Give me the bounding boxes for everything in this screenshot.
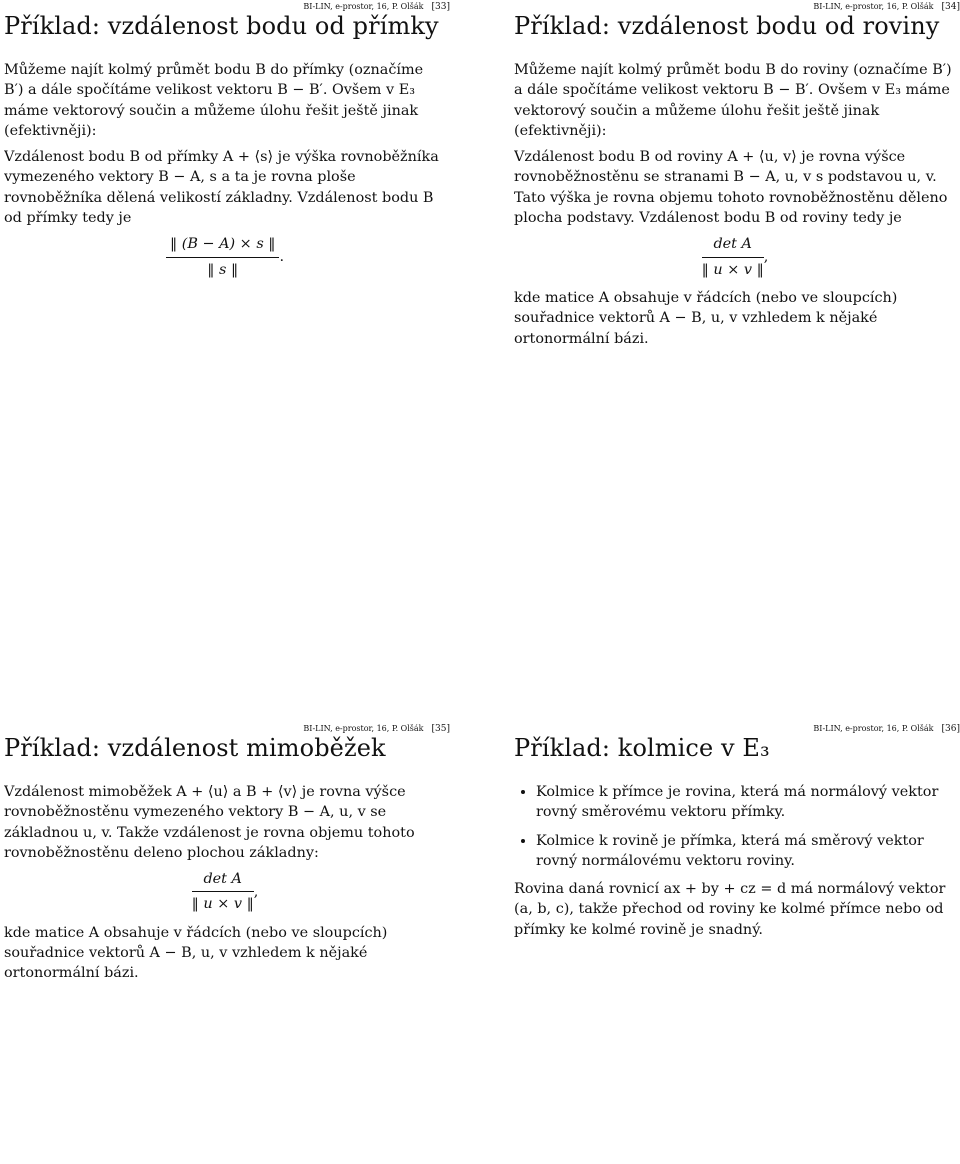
slide-body [514,60,956,355]
paragraph: Vzdálenost bodu B od přímky A + ⟨s⟩ je výška rovnoběžníka vymezeného vektory B − A, s a ta je rovna ploše rovnoběžníka dělená velikostí základny. Vzdálenost bodu B od přímky tedy je [4,149,439,227]
paragraph: Můžeme najít kolmý průmět bodu B do přímky (označíme B′) a dále spočítáme velikost vektoru B − B′. Ovšem v E₃ máme vektorový součin a můžeme úlohu řešit ještě jinak (efektivněji): [4,62,424,139]
slide-body [514,782,956,946]
formula-punctuation: . [279,249,285,266]
paragraph: kde matice A obsahuje v řádcích (nebo ve sloupcích) souřadnice vektorů A − B, u, v vzhledem k nějaké ortonormální bázi. [4,924,388,982]
fraction [192,869,254,915]
slide-number: [33] [431,2,450,12]
slide-title: Příklad: kolmice v E₃ [514,734,770,762]
formula-punctuation: , [253,883,259,900]
formula-punctuation: , [763,249,769,266]
formula [4,234,446,280]
slide-header [303,724,450,734]
fraction-denominator: ‖ u × v ‖ [701,261,764,278]
slide-number: [34] [941,2,960,12]
formula [4,869,446,915]
paragraph: Rovina daná rovnicí ax + by + cz = d má normálový vektor (a, b, c), takže přechod od roviny ke kolmé přímce nebo od přímky ke kolmé rovině je snadný. [514,881,946,938]
slide-35 [4,724,454,1164]
slide-number: [36] [941,724,960,734]
slide-header [813,724,960,734]
course-header: BI-LIN, e-prostor, 16, P. Olšák [303,724,424,733]
bullet-list [514,782,956,871]
slide-title: Příklad: vzdálenost bodu od roviny [514,12,940,40]
fraction-numerator: det A [702,234,764,257]
fraction [702,234,764,280]
list-item: • Kolmice k rovině je přímka, která má směrový vektor rovný normálovému vektoru roviny. [536,831,956,872]
course-header: BI-LIN, e-prostor, 16, P. Olšák [303,2,424,11]
slide-body [4,782,446,990]
course-header: BI-LIN, e-prostor, 16, P. Olšák [813,2,934,11]
slide-number: [35] [431,724,450,734]
fraction-numerator: ‖ (B − A) × s ‖ [166,234,280,257]
paragraph: Můžeme najít kolmý průmět bodu B do roviny (označíme B′) a dále spočítáme velikost vektoru B − B′. Ovšem v E₃ máme vektorový součin a můžeme úlohu řešit ještě jinak (efektivněji): [514,62,952,139]
slide-34 [514,2,960,442]
fraction-denominator: ‖ u × v ‖ [191,896,254,913]
slide-title: Příklad: vzdálenost bodu od přímky [4,12,439,40]
slide-title: Příklad: vzdálenost mimoběžek [4,734,386,762]
slide-body [4,60,446,288]
fraction [166,234,280,280]
slide-header [813,2,960,12]
paragraph: Vzdálenost mimoběžek A + ⟨u⟩ a B + ⟨v⟩ je rovna výšce rovnoběžnostěnu vymezeného vektory B − A, u, v se základnou u, v. Takže vzdálenost je rovna objemu tohoto rovnoběžnostěnu deleno plochou základny: [4,784,415,861]
list-item: • Kolmice k přímce je rovina, která má normálový vektor rovný směrovému vektoru přímky. [536,782,956,823]
slide-33 [4,2,454,442]
slide-36 [514,724,960,1164]
paragraph: Vzdálenost bodu B od roviny A + ⟨u, v⟩ je rovna výšce rovnoběžnostěnu se stranami B − A, u, v s podstavou u, v. Tato výška je rovna objemu tohoto rovnoběžnostěnu děleno plocha podstavy. Vzdálenost bodu B od roviny tedy je [514,149,948,227]
formula [514,234,956,280]
fraction-numerator: det A [192,869,254,892]
fraction-denominator: ‖ s ‖ [207,261,239,278]
course-header: BI-LIN, e-prostor, 16, P. Olšák [813,724,934,733]
paragraph: kde matice A obsahuje v řádcích (nebo ve sloupcích) souřadnice vektorů A − B, u, v vzhledem k nějaké ortonormální bázi. [514,289,898,347]
slide-header [303,2,450,12]
